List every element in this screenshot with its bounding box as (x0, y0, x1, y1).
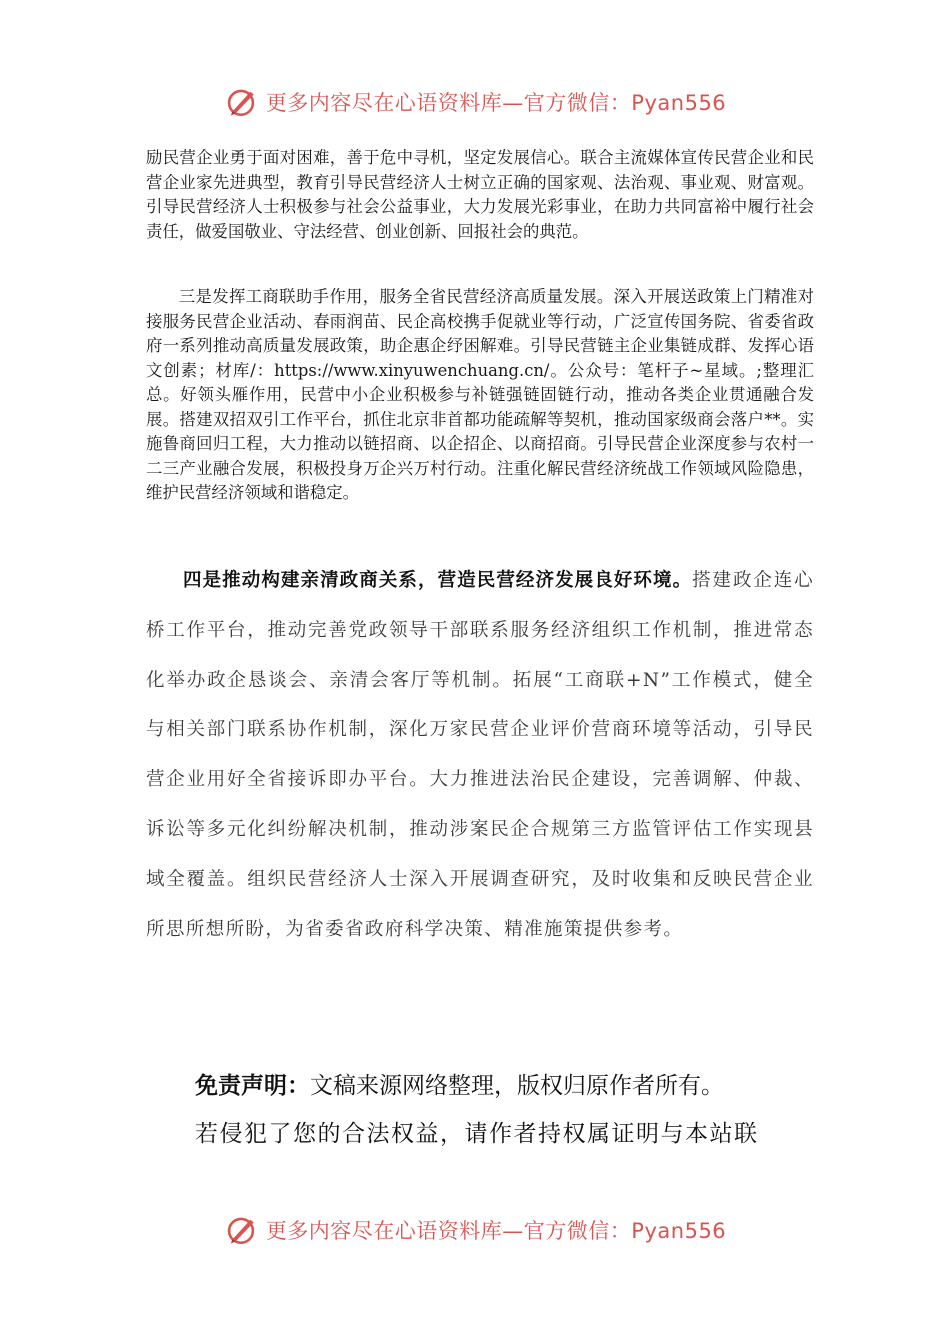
paragraph-2-text: 三是发挥工商联助手作用，服务全省民营经济高质量发展。深入开展送政策上门精准对接服务民营企业活动、春雨润苗、民企高校携手促就业等行动，广泛宣传国务院、省委省政府一系列推动高质量发展政策，助企惠企纾困解难。引导民营链主企业集链成群、发挥心语文创素；材库/：https://www.xinyuwenchuang.cn/。公众号：笔杆子~星域。;整理汇总。好领头雁作用，民营中小企业积极参与补链强链固链行动，推动各类企业贯通融合发展。搭建双招双引工作平台，抓住北京非首都功能疏解等契机，推动国家级商会落户**。实施鲁商回归工程，大力推动以链招商、以企招企、以商招商。引导民营企业深度参与农村一二三产业融合发展，积极投身万企兴万村行动。注重化解民营经济统战工作领域风险隐患，维护民营经济领域和谐稳定。 (146, 287, 814, 502)
paragraph-3-heading: 四是推动构建亲清政商关系，营造民营经济发展良好环境。 (183, 570, 693, 591)
pen-circle-logo-icon (224, 1213, 258, 1247)
header-watermark-banner (0, 82, 950, 122)
paragraph-1-text: 励民营企业勇于面对困难，善于危中寻机，坚定发展信心。联合主流媒体宣传民营企业和民营企业家先进典型，教育引导民营经济人士树立正确的国家观、法治观、事业观、财富观。引导民营经济人士积极参与社会公益事业，大力发展光彩事业，在助力共同富裕中履行社会责任，做爱国敬业、守法经营、创业创新、回报社会的典范。 (146, 148, 814, 241)
pen-circle-logo-icon (224, 85, 258, 119)
disclaimer (195, 1062, 835, 1158)
paragraph-3-body: 搭建政企连心桥工作平台，推动完善党政领导干部联系服务经济组织工作机制，推进常态化举办政企恳谈会、亲清会客厅等机制。拓展“工商联+N”工作模式，健全与相关部门联系协作机制，深化万家民营企业评价营商环境等活动，引导民营企业用好全省接诉即办平台。大力推进法治民企建设，完善调解、仲裁、诉讼等多元化纠纷解决机制，推动涉案民企合规第三方监管评估工作实现县域全覆盖。组织民营经济人士深入开展调查研究，及时收集和反映民营企业所思所想所盼，为省委省政府科学决策、精准施策提供参考。 (146, 570, 814, 940)
paragraph-2 (146, 285, 814, 506)
paragraph-3 (146, 556, 814, 954)
banner-text: 更多内容尽在心语资料库—官方微信：Pyan556 (265, 91, 727, 115)
disclaimer-line-1: 文稿来源网络整理，版权归原作者所有。 (310, 1073, 724, 1099)
banner-text: 更多内容尽在心语资料库—官方微信：Pyan556 (265, 1219, 727, 1243)
disclaimer-line-2: 若侵犯了您的合法权益，请作者持权属证明与本站联 (195, 1121, 759, 1147)
disclaimer-label: 免责声明： (195, 1073, 310, 1099)
paragraph-1 (146, 146, 814, 244)
footer-watermark-banner (0, 1210, 950, 1250)
